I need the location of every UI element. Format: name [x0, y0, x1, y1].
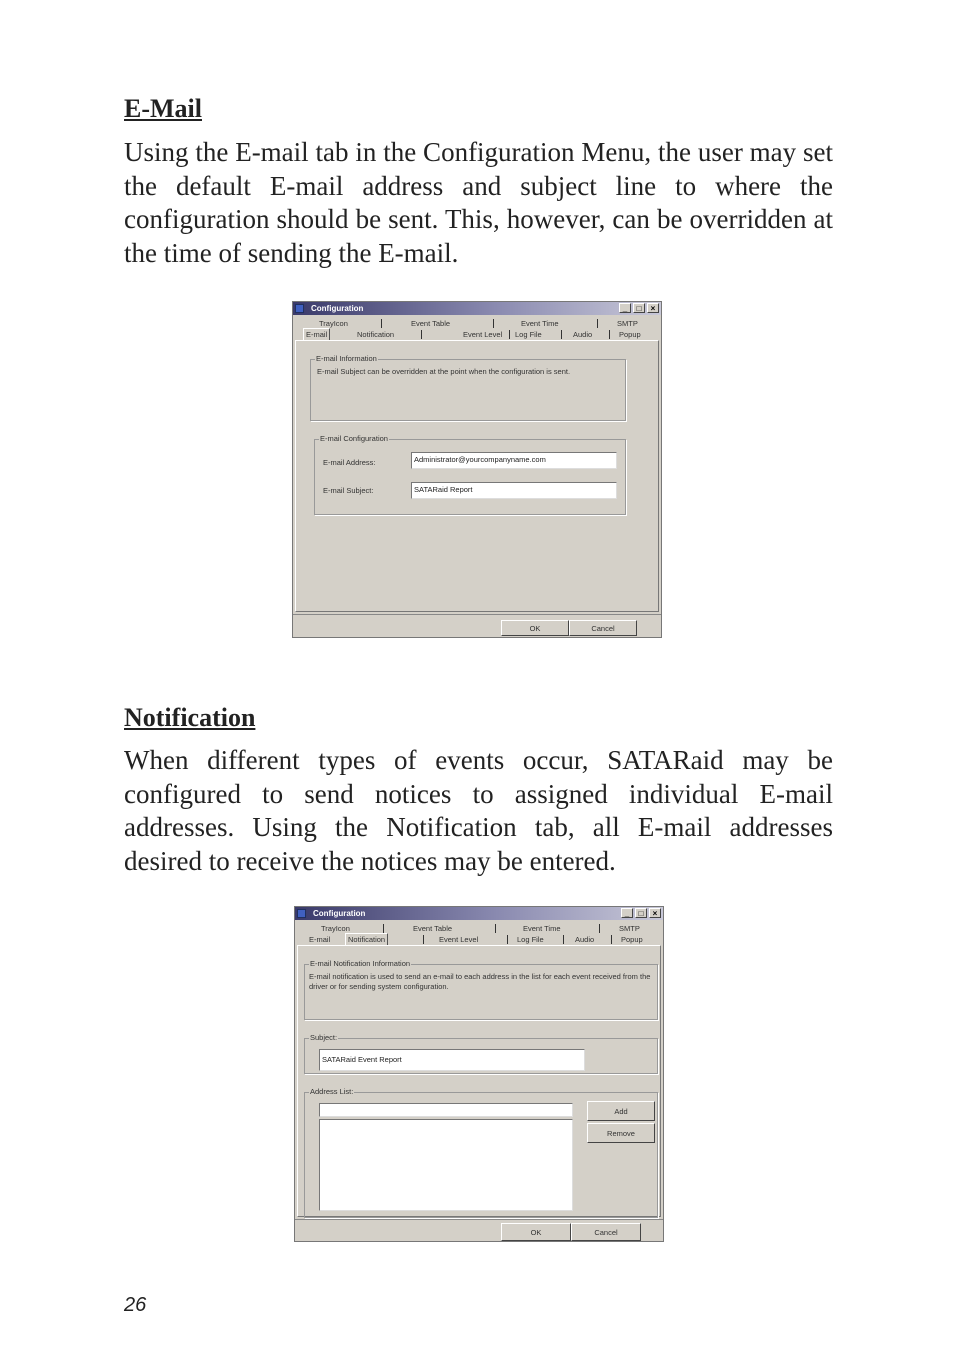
tab-notification[interactable]: Notification: [345, 933, 388, 946]
configuration-window-email: [292, 301, 662, 638]
tab-separator: [381, 319, 382, 328]
tab-separator: [597, 319, 598, 328]
remove-button[interactable]: Remove: [587, 1123, 655, 1143]
tab-popup[interactable]: Popup: [619, 330, 641, 339]
footer-divider: [293, 614, 661, 615]
tab-trayicon[interactable]: TrayIcon: [321, 924, 350, 933]
tab-separator: [423, 935, 424, 944]
tab-separator: [561, 330, 562, 339]
tab-separator: [495, 924, 496, 933]
tab-event-level[interactable]: Event Level: [463, 330, 503, 339]
app-icon: [295, 304, 304, 313]
tab-event-table[interactable]: Event Table: [413, 924, 453, 933]
tab-smtp[interactable]: SMTP: [619, 924, 640, 933]
notification-paragraph: When different types of events occur, SATARaid may be configured to send notices to assigned individual E-mail addresses. Using the Notification tab, all E-mail addresses desired to receive the notices may be entered.: [124, 745, 833, 876]
tab-row-bottom: [293, 329, 661, 340]
configuration-window-notification: [294, 906, 664, 1242]
tab-separator: [493, 319, 494, 328]
group-label: E-mail Configuration: [320, 434, 388, 443]
tab-separator: [507, 935, 508, 944]
page-number: 26: [124, 1294, 147, 1316]
group-label: E-mail Notification Information: [310, 959, 411, 968]
title-bar: [295, 907, 663, 920]
title-bar: [293, 302, 661, 315]
cancel-button[interactable]: Cancel: [569, 620, 637, 636]
email-configuration-group: [314, 434, 626, 515]
tab-trayicon[interactable]: TrayIcon: [319, 319, 348, 328]
tab-email[interactable]: E-mail: [309, 935, 331, 944]
add-button[interactable]: Add: [587, 1101, 655, 1121]
close-button[interactable]: ×: [649, 908, 661, 918]
tab-separator: [599, 924, 600, 933]
email-information-group: [310, 354, 626, 421]
tab-audio[interactable]: Audio: [575, 935, 595, 944]
notification-information-group: [304, 959, 658, 1020]
tab-event-table[interactable]: Event Table: [411, 319, 451, 328]
tab-separator: [611, 935, 612, 944]
address-list[interactable]: [319, 1119, 573, 1211]
info-text: E-mail notification is used to send an e-mail to each address in the list for each event received from the driver or for sending system configuration.: [309, 972, 651, 991]
footer-divider: [295, 1219, 663, 1220]
address-input[interactable]: [319, 1103, 573, 1117]
tab-panel: [297, 945, 661, 1217]
tab-event-time[interactable]: Event Time: [521, 319, 559, 328]
tab-smtp[interactable]: SMTP: [617, 319, 638, 328]
subject-input[interactable]: SATARaid Event Report: [319, 1049, 585, 1071]
email-paragraph: Using the E-mail tab in the Configuration Menu, the user may set the default E-mail address and subject line to where the configuration should be sent. This, however, can be overridden at the time of sending the E-mail.: [124, 137, 833, 268]
close-button[interactable]: ×: [647, 303, 659, 313]
app-icon: [297, 909, 306, 918]
tab-log-file[interactable]: Log File: [517, 935, 544, 944]
info-text: E-mail Subject can be overridden at the point when the configuration is sent.: [317, 367, 571, 376]
tab-panel: [295, 340, 659, 612]
window-title: Configuration: [313, 909, 366, 918]
tab-email[interactable]: E-mail: [303, 328, 330, 341]
minimize-button[interactable]: _: [621, 908, 633, 918]
tab-event-level[interactable]: Event Level: [439, 935, 479, 944]
ok-button[interactable]: OK: [501, 620, 569, 636]
group-label: Subject:: [310, 1033, 338, 1042]
tab-popup[interactable]: Popup: [621, 935, 643, 944]
tab-event-time[interactable]: Event Time: [523, 924, 561, 933]
group-label: E-mail Information: [316, 354, 377, 363]
notification-heading: Notification: [124, 703, 256, 732]
tab-separator: [421, 330, 422, 339]
tab-separator: [509, 330, 510, 339]
minimize-button[interactable]: _: [619, 303, 631, 313]
subject-group: [304, 1033, 658, 1074]
tab-separator: [383, 924, 384, 933]
email-subject-label: E-mail Subject:: [323, 486, 374, 495]
email-address-input[interactable]: Administrator@yourcompanyname.com: [411, 452, 617, 469]
email-heading: E-Mail: [124, 94, 202, 123]
email-address-label: E-mail Address:: [323, 458, 376, 467]
tab-row-bottom: [295, 934, 663, 945]
cancel-button[interactable]: Cancel: [571, 1223, 641, 1241]
tab-notification[interactable]: Notification: [357, 330, 395, 339]
window-title: Configuration: [311, 304, 364, 313]
tab-separator: [563, 935, 564, 944]
tab-audio[interactable]: Audio: [573, 330, 593, 339]
tab-separator: [609, 330, 610, 339]
maximize-button[interactable]: □: [633, 303, 645, 313]
group-label: Address List:: [310, 1087, 354, 1096]
maximize-button[interactable]: □: [635, 908, 647, 918]
tab-log-file[interactable]: Log File: [515, 330, 542, 339]
ok-button[interactable]: OK: [501, 1223, 571, 1241]
address-list-group: [304, 1087, 658, 1218]
tab-row-top: [293, 318, 661, 329]
email-subject-input[interactable]: SATARaid Report: [411, 482, 617, 499]
